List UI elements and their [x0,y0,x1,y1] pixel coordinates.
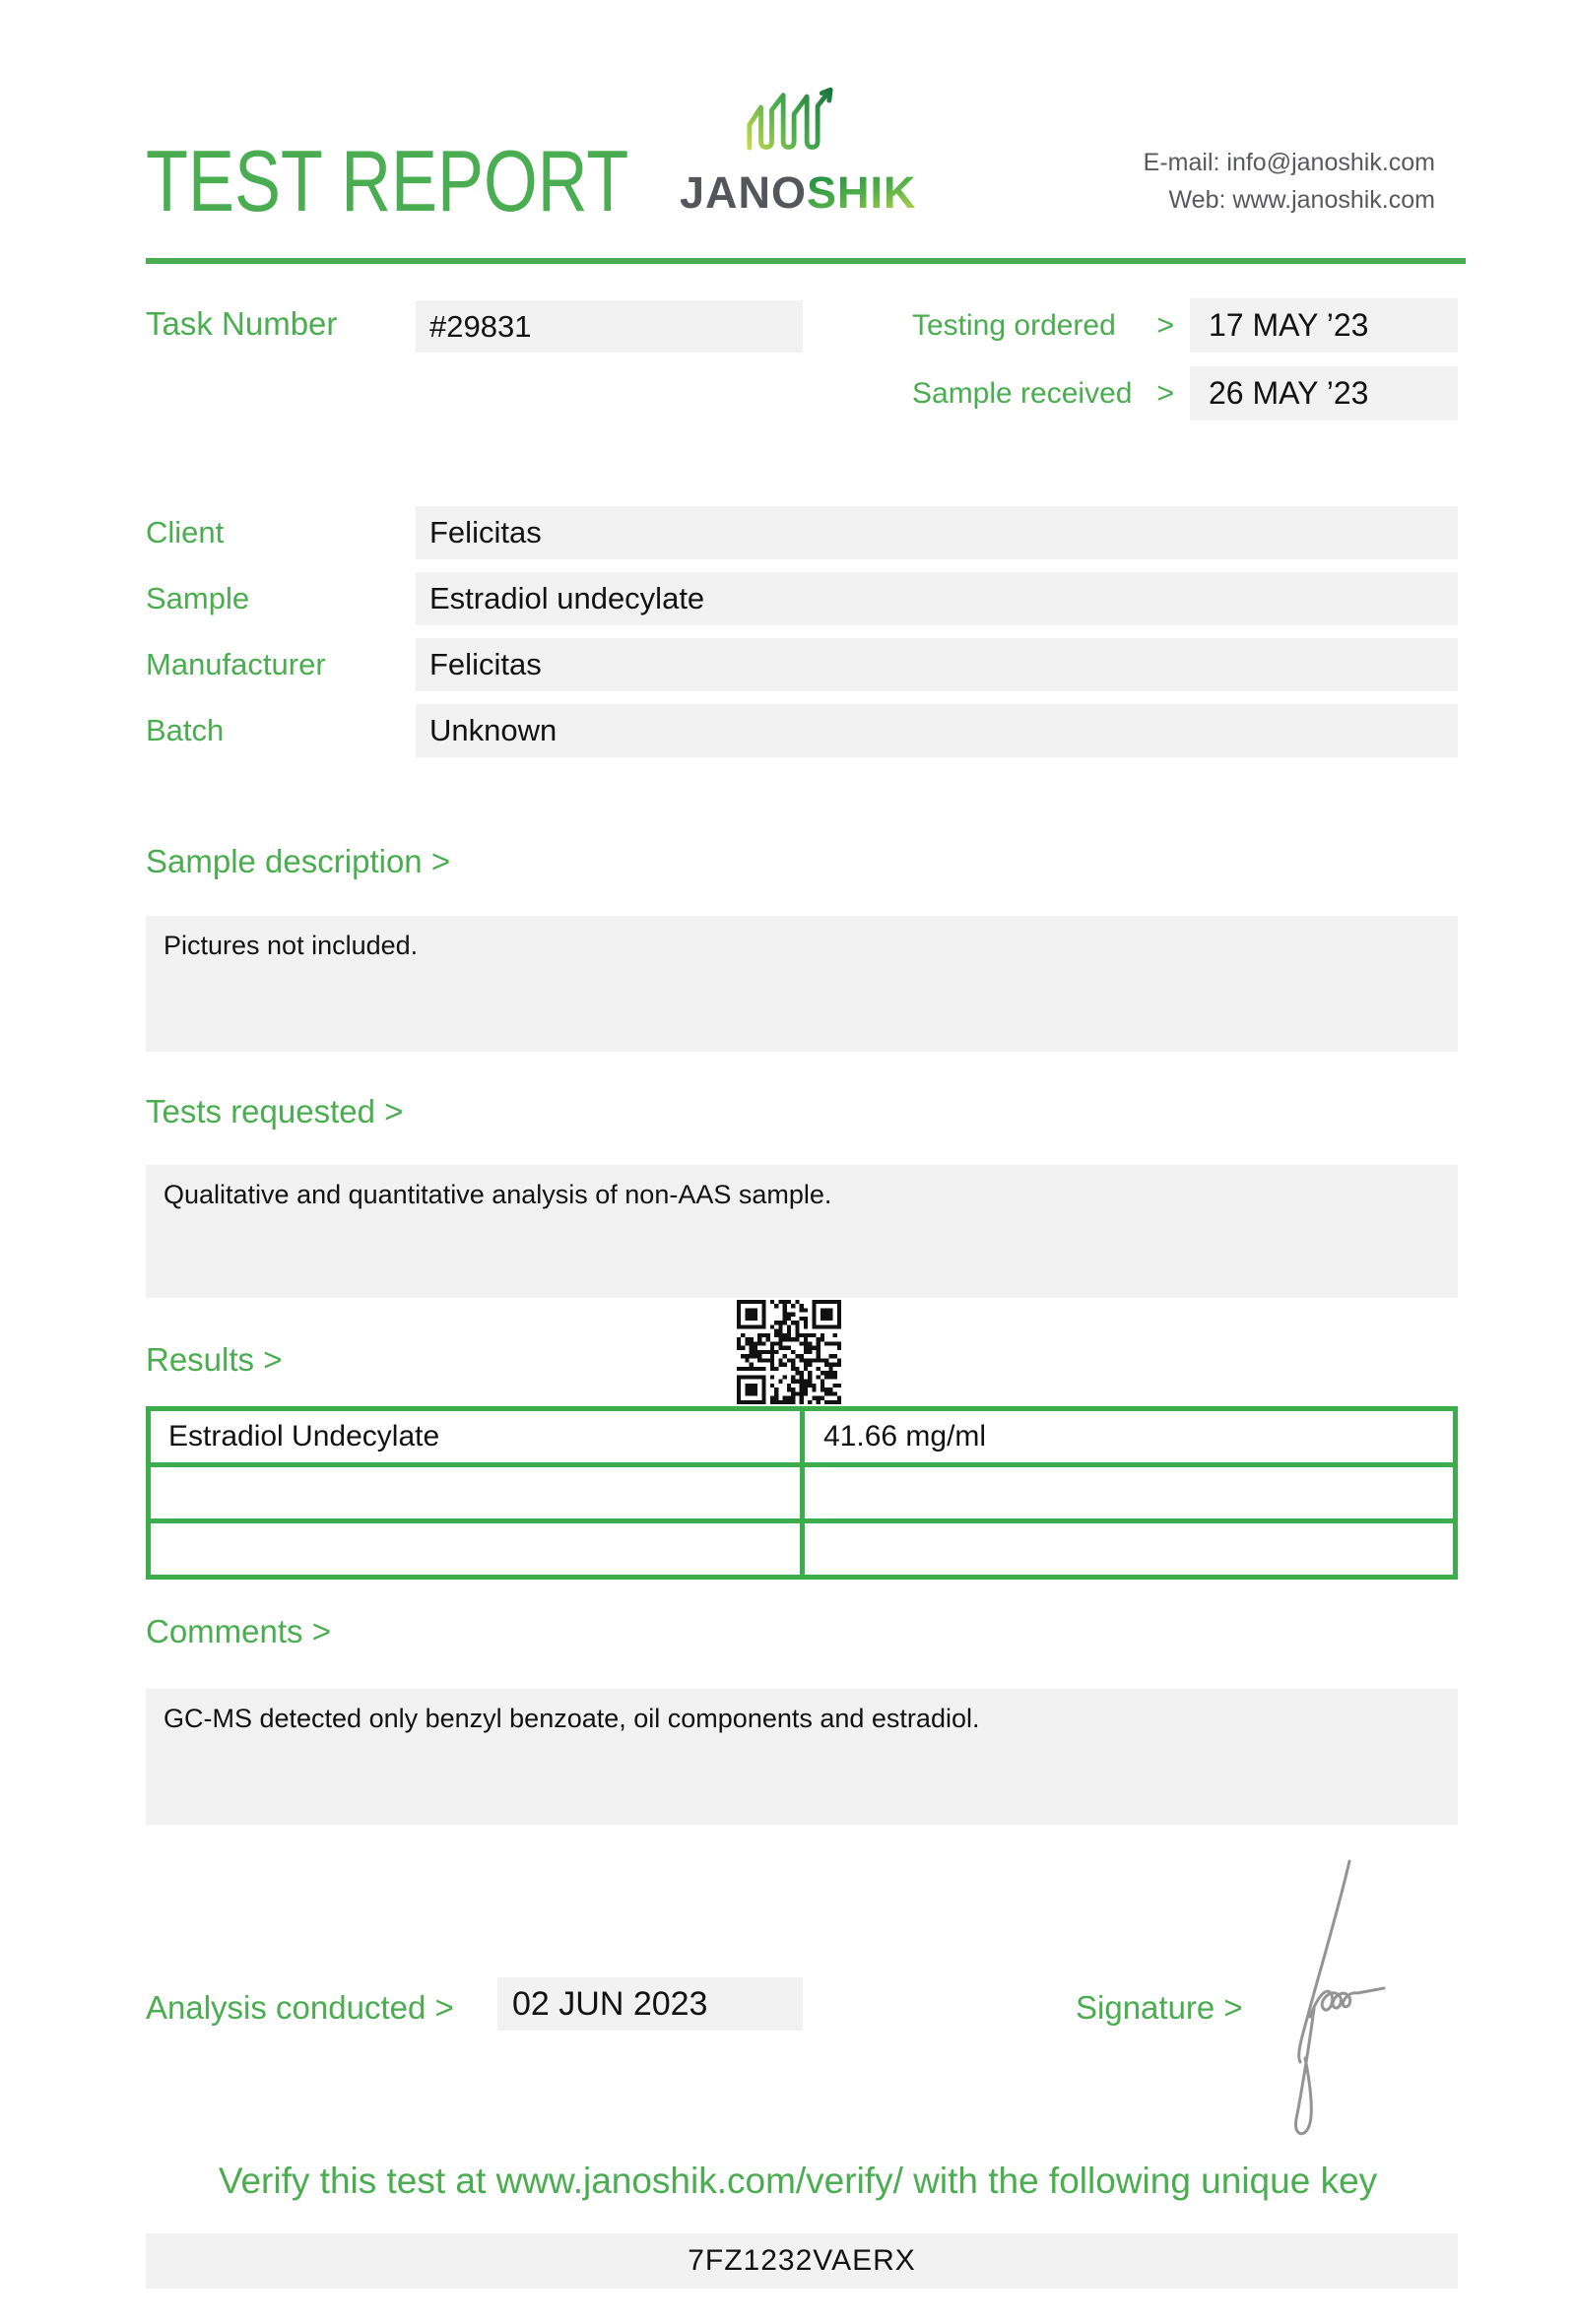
contact-web-line [1144,181,1435,219]
results-heading: Results > [146,1341,283,1378]
result-substance-cell: Estradiol Undecylate [168,1420,440,1452]
sample-received-label: Sample received [912,376,1133,410]
analysis-conducted-label: Analysis conducted > [146,1989,454,2026]
qr-code [737,1300,841,1404]
client-value: Felicitas [416,506,1458,559]
sample-value: Estradiol undecylate [416,572,1458,625]
comments-box: GC-MS detected only benzyl benzoate, oil components and estradiol. [146,1689,1458,1825]
table-column-divider [800,1411,805,1575]
chevron-right-icon: > [1156,376,1174,410]
sample-received-row [912,366,1458,420]
sample-description-heading: Sample description > [146,843,451,879]
manufacturer-label: Manufacturer [146,647,326,681]
tests-requested-heading: Tests requested > [146,1093,404,1130]
page-title: TEST REPORT [146,132,629,229]
testing-ordered-row [912,298,1458,353]
logo-wordmark [680,167,917,218]
result-value-cell [802,1523,1453,1575]
batch-value: Unknown [416,704,1458,757]
tests-requested-box: Qualitative and quantitative analysis of non-AAS sample. [146,1165,1458,1298]
result-value-cell [802,1467,1453,1518]
manufacturer-value: Felicitas [416,638,1458,691]
verify-instruction: Verify this test at www.janoshik.com/verify/ with the following unique key [218,2161,1378,2201]
chevron-right-icon: > [1156,308,1174,342]
logo-text-jano: JANO [680,167,808,218]
client-row [146,506,1458,559]
logo-text-shik: SHIK [807,167,917,218]
batch-row [146,704,1458,757]
contact-block [1144,144,1435,219]
logo-chart-icon [743,79,837,160]
sample-row [146,572,1458,625]
signature-image [1273,1851,1401,2142]
sample-label: Sample [146,581,250,615]
batch-label: Batch [146,713,225,747]
janoshik-logo [680,79,917,218]
result-substance-cell [151,1523,802,1575]
task-number-label: Task Number [146,305,338,342]
email-link[interactable]: info@janoshik.com [1226,149,1435,176]
result-value-cell: 41.66 mg/ml [823,1420,987,1452]
result-substance-cell [151,1467,802,1518]
sample-description-box: Pictures not included. [146,916,1458,1052]
manufacturer-row [146,638,1458,691]
unique-key-value: 7FZ1232VAERX [146,2233,1458,2289]
email-label: E-mail: [1143,149,1227,176]
results-table [146,1406,1458,1580]
signature-label: Signature > [1076,1989,1243,2026]
analysis-conducted-value: 02 JUN 2023 [497,1977,803,2031]
task-number-value: #29831 [416,300,803,353]
testing-ordered-label: Testing ordered [912,308,1116,342]
header-divider [146,258,1466,264]
comments-heading: Comments > [146,1613,331,1649]
sample-received-value: 26 MAY ’23 [1190,366,1458,420]
testing-ordered-value: 17 MAY ’23 [1190,298,1458,353]
web-label: Web: [1168,186,1233,214]
contact-email-line [1144,144,1435,181]
web-link[interactable]: www.janoshik.com [1232,186,1435,214]
client-label: Client [146,515,225,549]
